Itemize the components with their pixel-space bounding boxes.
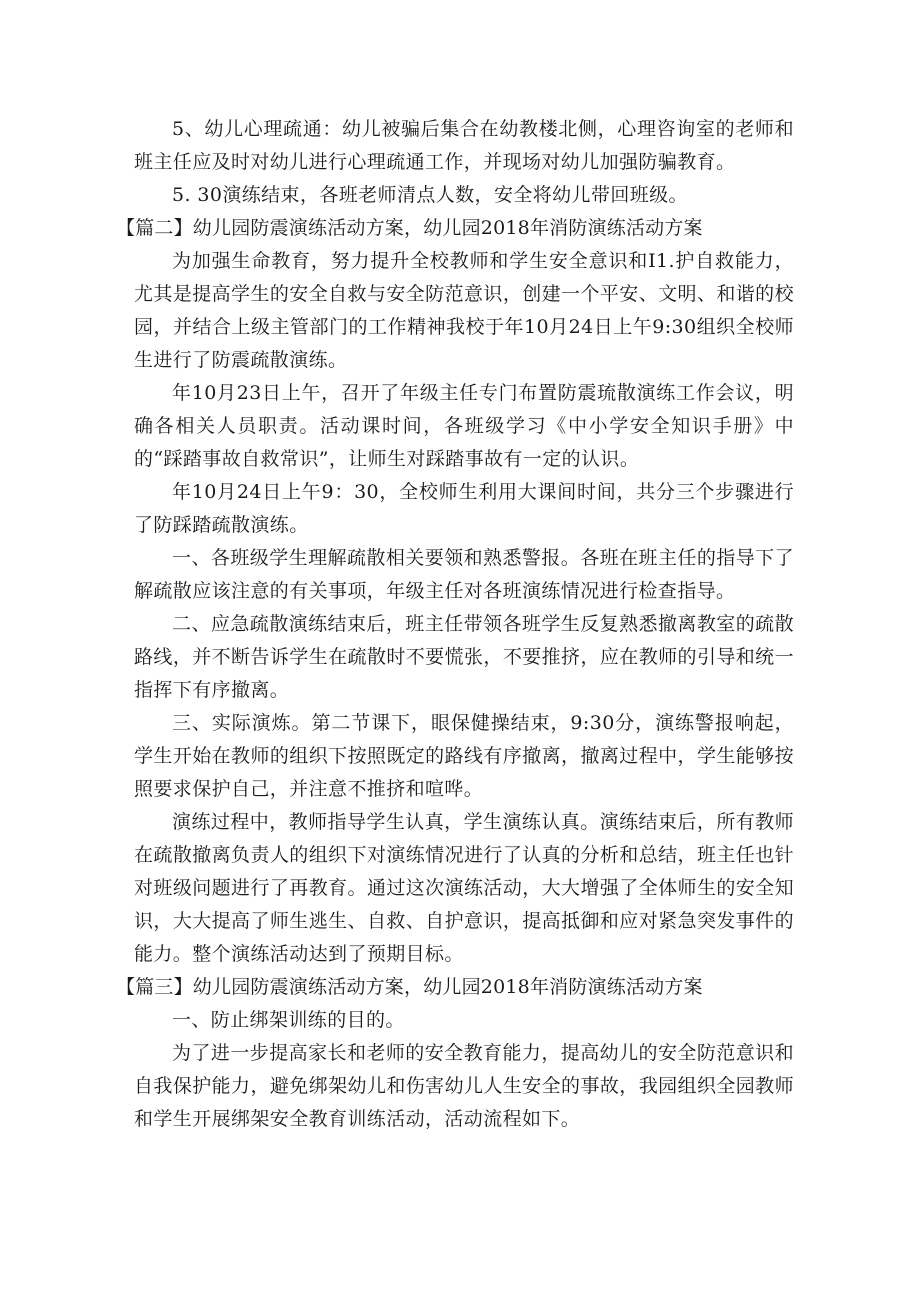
paragraph-meeting: 年10月23日上午，召开了年级主任专门布置防震琉散演练工作会议，明确各相关人员职责。活动课时间，各班级学习《中小学安全知识手册》中的“踩踏事故自救常识”，让师生对踩踏事故有一定的认识。	[134, 382, 794, 470]
paragraph-purpose: 为加强生命教育，努力提升全校教师和学生安全意识和I1.护自救能力，尤其是提高学生的安全自救与安全防范意识，创建一个平安、文明、和谐的校园，并结合上级主管部门的工作精神我校于年10月24日上午9:30组织全校师生进行了防震疏散演练。	[134, 250, 794, 371]
paragraph-kidnap-purpose-title: 一、防止绑架训练的目的。	[172, 1009, 405, 1031]
section-heading-part-three: 【篇三】幼儿园防震演练活动方案，幼儿园2018年消防演练活动方案	[116, 976, 703, 998]
paragraph-step-one: 一、各班级学生理解疏散相关要领和熟悉警报。各班在班主任的指导下了解疏散应该注意的有关事项，年级主任对各班演练情况进行检查指导。	[134, 547, 794, 602]
section-heading-part-two: 【篇二】幼儿园防震演练活动方案，幼儿园2018年消防演练活动方案	[116, 217, 703, 239]
paragraph-drill-end: 5. 30演练结束，各班老师清点人数，安全将幼儿带回班级。	[172, 184, 688, 206]
paragraph-drill-time: 年10月24日上午9：30，全校师生利用大课间时间，共分三个步骤进行了防踩踏疏散演练。	[134, 481, 794, 536]
paragraph-summary: 演练过程中，教师指导学生认真，学生演练认真。演练结束后，所有教师在疏散撤离负责人的组织下对演练情况进行了认真的分析和总结，班主任也针对班级问题进行了再教育。通过这次演练活动，大大增强了全体师生的安全知识，大大提高了师生逃生、自救、自护意识，提高抵御和应对紧急突发事件的能力。整个演练活动达到了预期目标。	[134, 811, 794, 965]
paragraph-step-three: 三、实际演炼。第二节课下，眼保健操结束，9:30分，演练警报响起，学生开始在教师的组织下按照既定的路线有序撤离，撤离过程中，学生能够按照要求保护自己，并注意不推挤和喧哗。	[134, 712, 794, 800]
paragraph-step-two: 二、应急疏散演练结束后，班主任带领各班学生反复熟悉撤离教室的疏散路线，并不断告诉学生在疏散时不要慌张，不要推挤，应在教师的引导和统一指挥下有序撤离。	[134, 613, 794, 701]
document-body	[116, 113, 794, 1136]
paragraph-kidnap-purpose: 为了进一步提高家长和老师的安全教育能力，提高幼儿的安全防范意识和自我保护能力，避免绑架幼儿和伤害幼儿人生安全的事故，我园组织全园教师和学生开展绑架安全教育训练活动，活动流程如下。	[134, 1042, 794, 1130]
paragraph-psych-counseling: 5、幼儿心理疏通：幼儿被骗后集合在幼教楼北侧，心理咨询室的老师和班主任应及时对幼儿进行心理疏通工作，并现场对幼儿加强防骗教育。	[134, 118, 794, 173]
